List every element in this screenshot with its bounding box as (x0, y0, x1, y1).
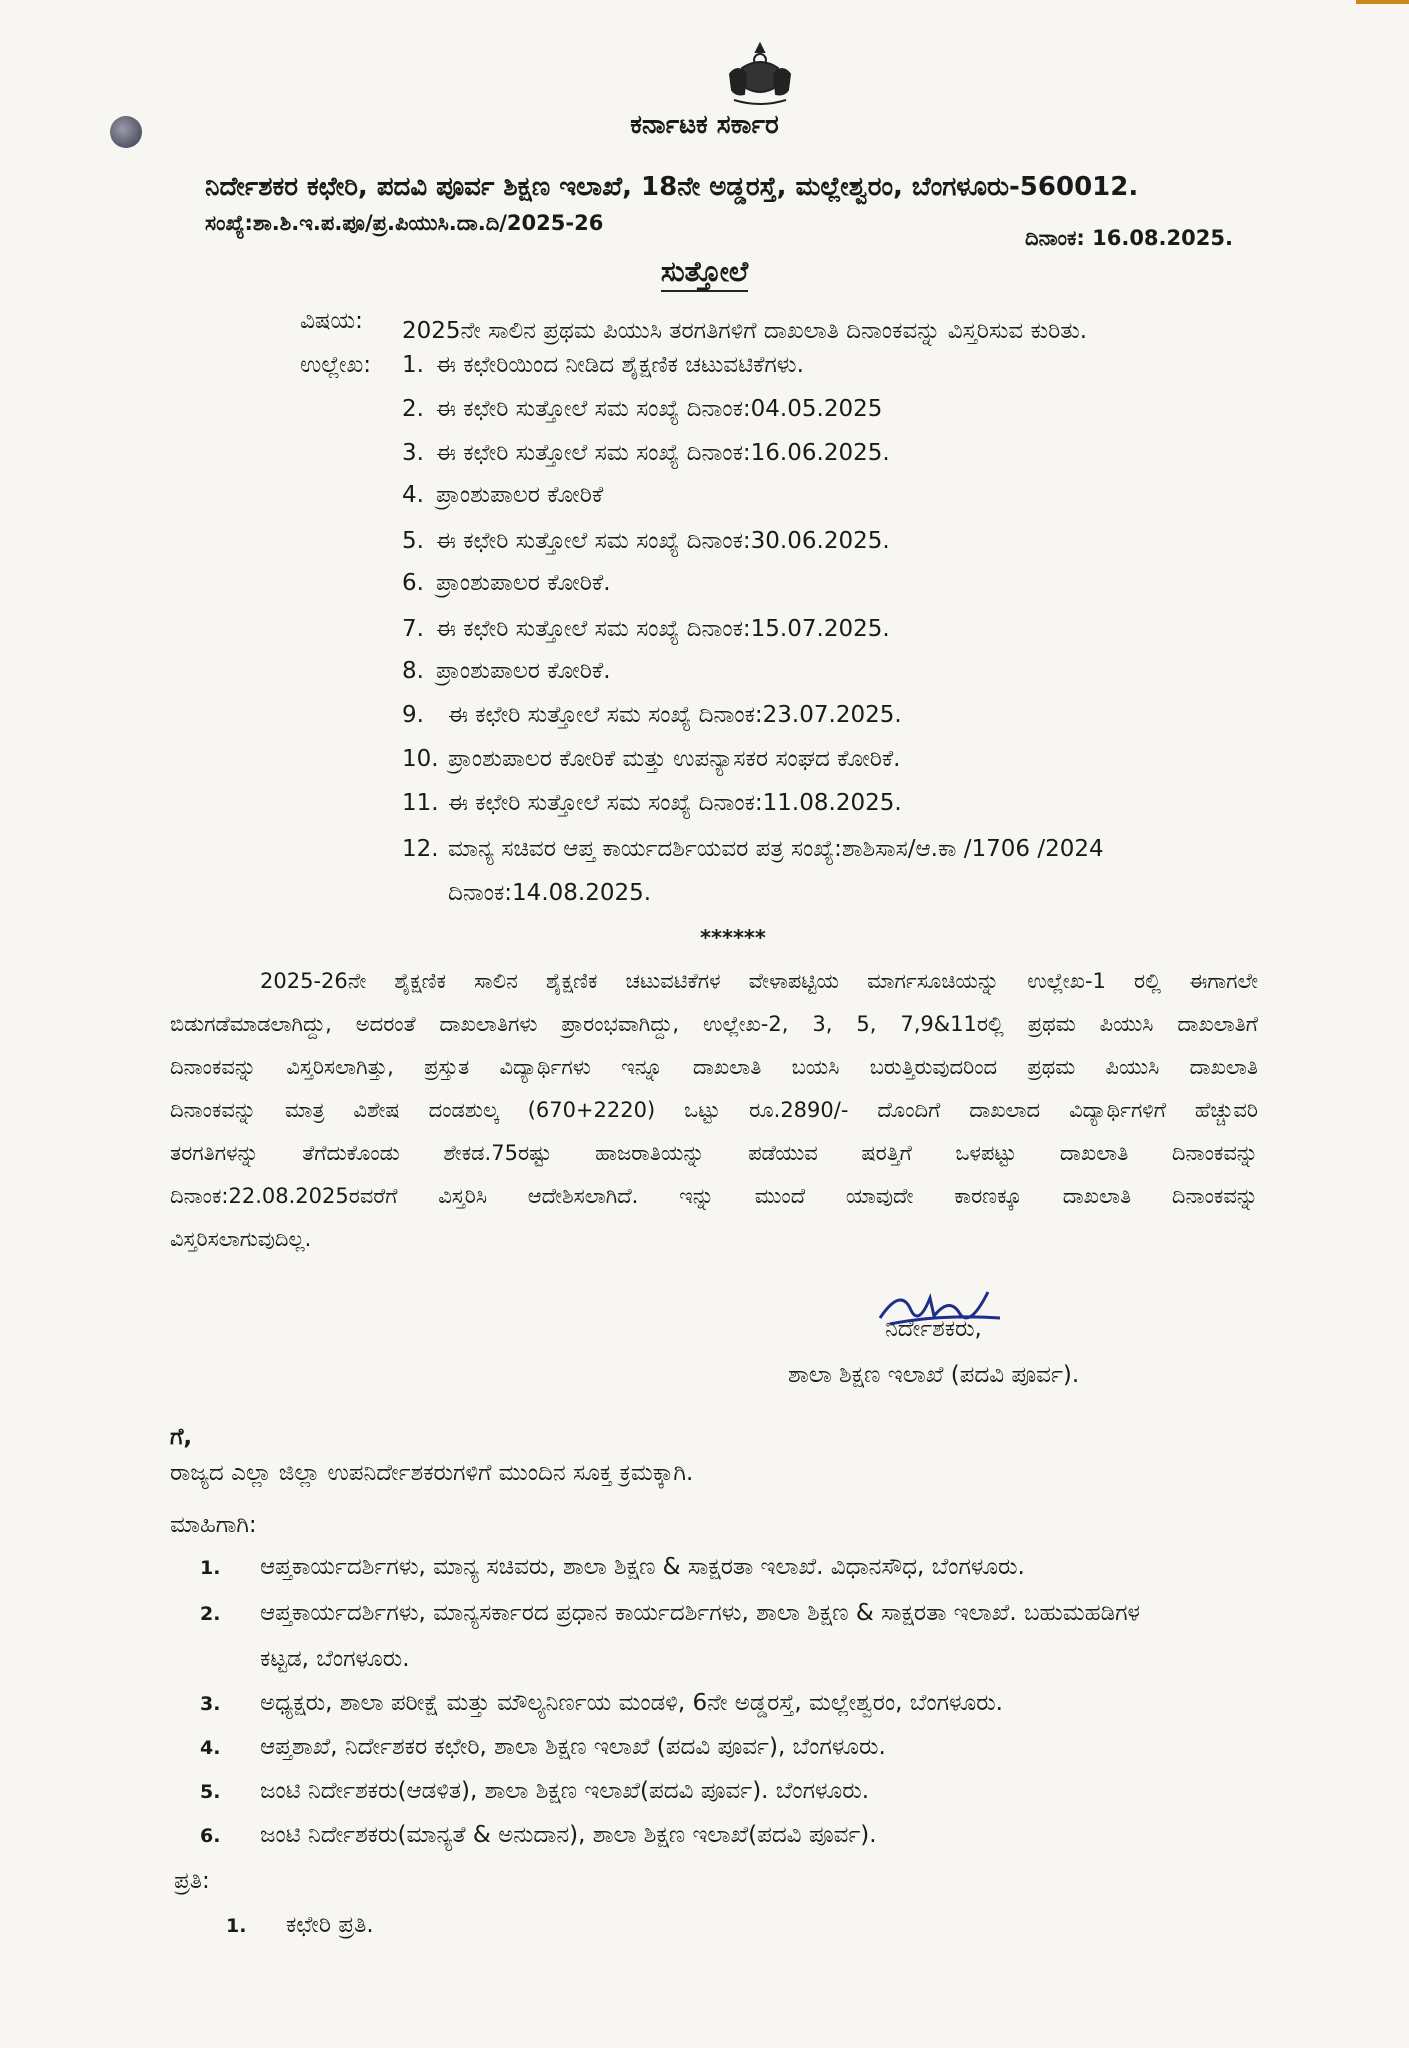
separator: ****** (700, 926, 766, 950)
reference-item: 1. ಈ ಕಛೇರಿಯಿಂದ ನೀಡಿದ ಶೈಕ್ಷಣಿಕ ಚಟುವಟಿಕೆಗಳು. (402, 352, 804, 378)
body-line: ವಿಸ್ತರಿಸಲಾಗುವುದಿಲ್ಲ. (170, 1227, 312, 1251)
body-line: ಬಿಡುಗಡೆಮಾಡಲಾಗಿದ್ದು, ಅದರಂತೆ ದಾಖಲಾತಿಗಳು ಪ್ರಾರಂಭವಾಗಿದ್ದು, ಉಲ್ಲೇಖ-2, 3, 5, 7,9&11ರಲ್ಲಿ ಪ್ರಥಮ ಪಿಯುಸಿ ದಾಖಲಾತಿಗೆ (170, 1012, 1258, 1036)
signatory-designation: ನಿರ್ದೇಶಕರು, (885, 1316, 982, 1342)
reference-item: 3. ಈ ಕಛೇರಿ ಸುತ್ತೋಲೆ ಸಮ ಸಂಖ್ಯೆ ದಿನಾಂಕ:16.06.2025. (402, 440, 890, 466)
office-address: ನಿರ್ದೇಶಕರ ಕಛೇರಿ, ಪದವಿ ಪೂರ್ವ ಶಿಕ್ಷಣ ಇಲಾಖೆ, 18ನೇ ಅಡ್ಡರಸ್ತೆ, ಮಲ್ಲೇಶ್ವರಂ, ಬೆಂಗಳೂರು-560012. (205, 172, 1139, 202)
body-line: 2025-26ನೇ ಶೈಕ್ಷಣಿಕ ಸಾಲಿನ ಶೈಕ್ಷಣಿಕ ಚಟುವಟಿಕೆಗಳ ವೇಳಾಪಟ್ಟಿಯ ಮಾರ್ಗಸೂಚಿಯನ್ನು ಉಲ್ಲೇಖ-1 ರಲ್ಲಿ ಈಗಾಗಲೇ (260, 969, 1258, 993)
subject-label: ವಿಷಯ: (300, 308, 363, 334)
info-item: 6. ಜಂಟಿ ನಿರ್ದೇಶಕರು(ಮಾನ್ಯತೆ & ಅನುದಾನ), ಶಾಲಾ ಶಿಕ್ಷಣ ಇಲಾಖೆ(ಪದವಿ ಪೂರ್ವ). (200, 1822, 877, 1848)
page-edge-mark (1356, 0, 1409, 4)
body-line: ದಿನಾಂಕ:22.08.2025ರವರೆಗೆ ವಿಸ್ತರಿಸಿ ಆದೇಶಿಸಲಾಗಿದೆ. ಇನ್ನು ಮುಂದೆ ಯಾವುದೇ ಕಾರಣಕ್ಕೂ ದಾಖಲಾತಿ ದಿನಾಂಕವನ್ನು (170, 1184, 1258, 1208)
reference-item: 8. ಪ್ರಾಂಶುಪಾಲರ ಕೋರಿಕೆ. (402, 658, 611, 684)
reference-item: 10. ಪ್ರಾಂಶುಪಾಲರ ಕೋರಿಕೆ ಮತ್ತು ಉಪನ್ಯಾಸಕರ ಸಂಘದ ಕೋರಿಕೆ. (402, 746, 901, 772)
body-line: ತರಗತಿಗಳನ್ನು ತೆಗೆದುಕೊಂಡು ಶೇಕಡ.75ರಷ್ಟು ಹಾಜರಾತಿಯನ್ನು ಪಡೆಯುವ ಷರತ್ತಿಗೆ ಒಳಪಟ್ಟು ದಾಖಲಾತಿ ದಿನಾಂಕವನ್ನು (170, 1141, 1258, 1165)
karnataka-emblem-icon (720, 38, 800, 108)
reference-item: 4. ಪ್ರಾಂಶುಪಾಲರ ಕೋರಿಕೆ (402, 482, 604, 508)
reference-item: 12. ಮಾನ್ಯ ಸಚಿವರ ಆಪ್ತ ಕಾರ್ಯದರ್ಶಿಯವರ ಪತ್ರ ಸಂಖ್ಯೆ:ಶಾಶಿಸಾಸ/ಆ.ಕಾ /1706 /2024 (402, 836, 1104, 862)
letter-date: ದಿನಾಂಕ: 16.08.2025. (1025, 226, 1233, 250)
info-item: 4. ಆಪ್ತಶಾಖೆ, ನಿರ್ದೇಶಕರ ಕಛೇರಿ, ಶಾಲಾ ಶಿಕ್ಷಣ ಇಲಾಖೆ (ಪದವಿ ಪೂರ್ವ), ಬೆಂಗಳೂರು. (200, 1734, 886, 1760)
body-line: ದಿನಾಂಕವನ್ನು ಮಾತ್ರ ವಿಶೇಷ ದಂಡಶುಲ್ಕ (670+2220) ಒಟ್ಟು ರೂ.2890/- ದೊಂದಿಗೆ ದಾಖಲಾದ ವಿದ್ಯಾರ್ಥಿಗಳಿಗೆ ಹೆಚ್ಚುವರಿ (170, 1098, 1258, 1122)
reference-number: ಸಂಖ್ಯೆ:ಶಾ.ಶಿ.ಇ.ಪ.ಪೂ/ಪ್ರ.ಪಿಯುಸಿ.ದಾ.ದಿ/2025-26 (205, 211, 604, 235)
info-item-continuation: ಕಟ್ಟಡ, ಬೆಂಗಳೂರು. (260, 1646, 410, 1672)
copy-item: 1. ಕಛೇರಿ ಪ್ರತಿ. (226, 1912, 374, 1938)
body-paragraph (170, 960, 1258, 1270)
signatory-department: ಶಾಲಾ ಶಿಕ್ಷಣ ಇಲಾಖೆ (ಪದವಿ ಪೂರ್ವ). (788, 1362, 1080, 1388)
reference-item: 9. ಈ ಕಛೇರಿ ಸುತ್ತೋಲೆ ಸಮ ಸಂಖ್ಯೆ ದಿನಾಂಕ:23.07.2025. (402, 702, 902, 728)
reference-item: 7. ಈ ಕಛೇರಿ ಸುತ್ತೋಲೆ ಸಮ ಸಂಖ್ಯೆ ದಿನಾಂಕ:15.07.2025. (402, 616, 890, 642)
body-line: ದಿನಾಂಕವನ್ನು ವಿಸ್ತರಿಸಲಾಗಿತ್ತು, ಪ್ರಸ್ತುತ ವಿದ್ಯಾರ್ಥಿಗಳು ಇನ್ನೂ ದಾಖಲಾತಿ ಬಯಸಿ ಬರುತ್ತಿರುವುದರಿಂದ ಪ್ರಥಮ ಪಿಯುಸಿ ದಾಖಲಾತಿ (170, 1055, 1258, 1079)
info-item: 1. ಆಪ್ತಕಾರ್ಯದರ್ಶಿಗಳು, ಮಾನ್ಯ ಸಚಿವರು, ಶಾಲಾ ಶಿಕ್ಷಣ & ಸಾಕ್ಷರತಾ ಇಲಾಖೆ. ವಿಧಾನಸೌಧ, ಬೆಂಗಳೂರು. (200, 1554, 1025, 1580)
info-item: 3. ಅಧ್ಯಕ್ಷರು, ಶಾಲಾ ಪರೀಕ್ಷೆ ಮತ್ತು ಮೌಲ್ಯನಿರ್ಣಯ ಮಂಡಳಿ, 6ನೇ ಅಡ್ಡರಸ್ತೆ, ಮಲ್ಲೇಶ್ವರಂ, ಬೆಂಗಳೂರು. (200, 1690, 1003, 1716)
subject-text: 2025ನೇ ಸಾಲಿನ ಪ್ರಥಮ ಪಿಯುಸಿ ತರಗತಿಗಳಿಗೆ ದಾಖಲಾತಿ ದಿನಾಂಕವನ್ನು ವಿಸ್ತರಿಸುವ ಕುರಿತು. (402, 318, 1088, 344)
copy-label: ಪ್ರತಿ: (174, 1868, 210, 1894)
reference-item: 5. ಈ ಕಛೇರಿ ಸುತ್ತೋಲೆ ಸಮ ಸಂಖ್ಯೆ ದಿನಾಂಕ:30.06.2025. (402, 528, 890, 554)
info-item: 5. ಜಂಟಿ ನಿರ್ದೇಶಕರು(ಆಡಳಿತ), ಶಾಲಾ ಶಿಕ್ಷಣ ಇಲಾಖೆ(ಪದವಿ ಪೂರ್ವ). ಬೆಂಗಳೂರು. (200, 1778, 870, 1804)
info-label: ಮಾಹಿಗಾಗಿ: (170, 1512, 257, 1538)
page-title: ಸುತ್ತೋಲೆ (0, 255, 1409, 289)
to-label: ಗೆ, (170, 1424, 193, 1450)
reference-item-continuation: ದಿನಾಂಕ:14.08.2025. (448, 880, 652, 906)
reference-item: 2. ಈ ಕಛೇರಿ ಸುತ್ತೋಲೆ ಸಮ ಸಂಖ್ಯೆ ದಿನಾಂಕ:04.05.2025 (402, 396, 883, 422)
government-name: ಕರ್ನಾಟಕ ಸರ್ಕಾರ (630, 110, 779, 140)
reference-item: 11. ಈ ಕಛೇರಿ ಸುತ್ತೋಲೆ ಸಮ ಸಂಖ್ಯೆ ದಿನಾಂಕ:11.08.2025. (402, 790, 902, 816)
info-item: 2. ಆಪ್ತಕಾರ್ಯದರ್ಶಿಗಳು, ಮಾನ್ಯಸರ್ಕಾರದ ಪ್ರಧಾನ ಕಾರ್ಯದರ್ಶಿಗಳು, ಶಾಲಾ ಶಿಕ್ಷಣ & ಸಾಕ್ಷರತಾ ಇಲಾಖೆ. ಬಹುಮಹಡಿಗಳ (200, 1600, 1141, 1626)
references-label: ಉಲ್ಲೇಖ: (300, 352, 371, 378)
reference-item: 6. ಪ್ರಾಂಶುಪಾಲರ ಕೋರಿಕೆ. (402, 570, 611, 596)
to-text: ರಾಜ್ಯದ ಎಲ್ಲಾ ಜಿಲ್ಲಾ ಉಪನಿರ್ದೇಶಕರುಗಳಿಗೆ ಮುಂದಿನ ಸೂಕ್ತ ಕ್ರಮಕ್ಕಾಗಿ. (170, 1460, 694, 1486)
